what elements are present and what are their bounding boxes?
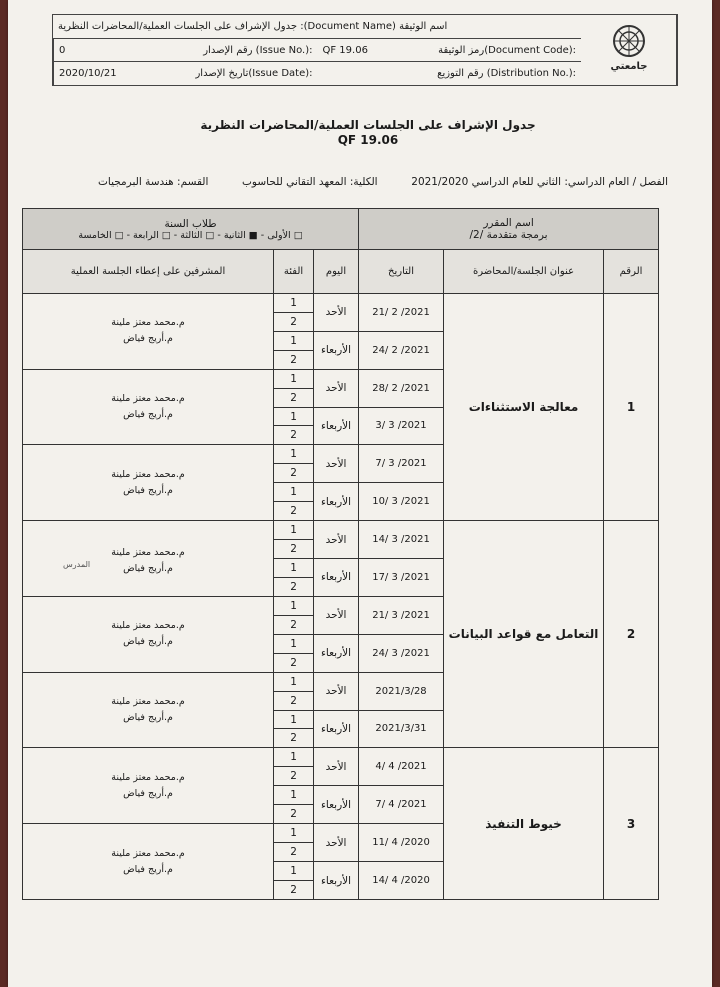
issue-no-value: 0 xyxy=(59,44,66,56)
supervisors-cell xyxy=(23,596,274,672)
session-category: 1 xyxy=(274,748,314,767)
session-category: 1 xyxy=(274,862,314,881)
course-cell xyxy=(359,209,659,250)
issue-no-cell xyxy=(53,39,318,62)
supervisor-name: م.محمد معتز ملينة xyxy=(111,393,185,405)
session-day: الأربعاء xyxy=(314,786,359,824)
supervisor-name: م.محمد معتز ملينة xyxy=(111,847,185,859)
supervisor-name: م.أريج فياض xyxy=(123,333,173,345)
course-row xyxy=(23,209,659,250)
university-logo xyxy=(581,15,677,85)
row-number: 2 xyxy=(604,521,659,748)
session-category: 1 xyxy=(274,596,314,615)
supervisors-cell xyxy=(23,521,274,597)
header-row-name xyxy=(53,15,581,39)
session-category: 1 xyxy=(274,521,314,540)
session-category: 2 xyxy=(274,540,314,559)
supervision-table xyxy=(22,208,659,900)
page-title: جدول الإشراف على الجلسات العملية/المحاضرات النظرية xyxy=(200,118,536,132)
document-code-label: رمز الوثيقة(Document Code): xyxy=(438,44,576,56)
session-category: 2 xyxy=(274,805,314,824)
supervisors-cell xyxy=(23,672,274,748)
session-day: الأربعاء xyxy=(314,559,359,597)
supervisor-name: م.محمد معتز ملينة xyxy=(111,546,185,558)
session-date: 21/ 2 /2021 xyxy=(359,293,444,331)
session-subrow xyxy=(23,748,659,767)
session-category: 2 xyxy=(274,653,314,672)
session-day: الأحد xyxy=(314,445,359,483)
header-cells xyxy=(53,15,581,85)
supervisor-name: م.محمد معتز ملينة xyxy=(111,696,185,708)
logo-text: جامعتي xyxy=(610,61,647,72)
session-category: 2 xyxy=(274,767,314,786)
supervisors-cell xyxy=(23,748,274,824)
session-category: 2 xyxy=(274,880,314,899)
session-category: 1 xyxy=(274,331,314,350)
distribution-label: رقم التوزيع (Distribution No.): xyxy=(437,68,576,80)
col-date: التاريخ xyxy=(359,250,444,294)
session-day: الأحد xyxy=(314,369,359,407)
supervisors-cell xyxy=(23,445,274,521)
session-category: 2 xyxy=(274,577,314,596)
session-category: 2 xyxy=(274,350,314,369)
session-category: 1 xyxy=(274,634,314,653)
supervisors-cell xyxy=(23,824,274,900)
session-category: 1 xyxy=(274,786,314,805)
session-topic: معالجة الاستثناءات xyxy=(444,293,604,520)
supervisors-cell xyxy=(23,369,274,445)
session-date: 4/ 4 /2021 xyxy=(359,748,444,786)
page-subtitle: QF 19.06 xyxy=(337,133,399,147)
course-label: اسم المقرر xyxy=(483,217,534,230)
supervisor-name: م.أريج فياض xyxy=(123,562,173,574)
students-year-cell xyxy=(23,209,359,250)
session-category: 1 xyxy=(274,369,314,388)
session-date: 21/ 3 /2021 xyxy=(359,596,444,634)
document-name-cell xyxy=(53,15,581,38)
session-date: 14/ 3 /2021 xyxy=(359,521,444,559)
session-day: الأربعاء xyxy=(314,862,359,900)
session-date: 10/ 3 /2021 xyxy=(359,483,444,521)
session-category: 2 xyxy=(274,388,314,407)
session-day: الأربعاء xyxy=(314,331,359,369)
session-day: الأحد xyxy=(314,672,359,710)
session-category: 1 xyxy=(274,445,314,464)
col-supervisors: المشرفين على إعطاء الجلسة العملية xyxy=(23,250,274,294)
session-day: الأربعاء xyxy=(314,710,359,748)
supervisor-name: م.محمد معتز ملينة xyxy=(111,620,185,632)
year-checkboxes: □ الأولى - ■ الثانية - □ الثالثة - □ الرابعة - □ الخامسة xyxy=(78,229,303,241)
issue-no-label: رقم الإصدار (Issue No.): xyxy=(203,44,313,56)
course-name: برمجة متقدمة /2/ xyxy=(469,229,548,242)
header-row-date xyxy=(53,62,581,85)
session-category: 2 xyxy=(274,615,314,634)
row-number: 3 xyxy=(604,748,659,900)
students-label: طلاب السنة xyxy=(164,217,217,230)
col-topic: عنوان الجلسة/المحاضرة xyxy=(444,250,604,294)
row-number: 1 xyxy=(604,293,659,520)
session-category: 2 xyxy=(274,464,314,483)
session-day: الأربعاء xyxy=(314,634,359,672)
handwritten-annotation: المدرس xyxy=(63,559,91,569)
supervisor-name: م.أريج فياض xyxy=(123,787,173,799)
session-date: 17/ 3 /2021 xyxy=(359,559,444,597)
document-header xyxy=(52,14,678,86)
session-category: 1 xyxy=(274,483,314,502)
session-day: الأربعاء xyxy=(314,407,359,445)
document-name-label: اسم الوثيقة (Document Name): xyxy=(300,20,448,32)
session-category: 2 xyxy=(274,426,314,445)
issue-date-label: تاريخ الإصدار(Issue Date): xyxy=(195,68,313,80)
session-category: 1 xyxy=(274,710,314,729)
session-day: الأحد xyxy=(314,824,359,862)
col-category: الفئة xyxy=(274,250,314,294)
session-day: الأربعاء xyxy=(314,483,359,521)
faculty-info: الكلية: المعهد التقاني للحاسوب xyxy=(242,176,378,188)
session-day: الأحد xyxy=(314,293,359,331)
session-category: 1 xyxy=(274,824,314,843)
session-date: 2021/3/31 xyxy=(359,710,444,748)
supervisor-name: م.أريج فياض xyxy=(123,409,173,421)
session-date: 7/ 3 /2021 xyxy=(359,445,444,483)
session-category: 2 xyxy=(274,312,314,331)
issue-date-cell xyxy=(53,62,318,85)
semester-info: الفصل / العام الدراسي: الثاني للعام الدراسي 2021/2020 xyxy=(411,176,668,188)
document-code-cell xyxy=(318,39,582,62)
university-logo-icon xyxy=(604,21,654,79)
session-date: 24/ 3 /2021 xyxy=(359,634,444,672)
department-info: القسم: هندسة البرمجيات xyxy=(98,176,209,188)
distribution-cell xyxy=(318,62,582,85)
supervisor-name: م.محمد معتز ملينة xyxy=(111,468,185,480)
document-name-value: جدول الإشراف على الجلسات العملية/المحاضرات النظرية xyxy=(58,20,298,32)
supervisor-name: م.أريج فياض xyxy=(123,636,173,648)
session-topic: خيوط التنفيذ xyxy=(444,748,604,900)
session-day: الأحد xyxy=(314,521,359,559)
session-category: 1 xyxy=(274,407,314,426)
session-date: 14/ 4 /2020 xyxy=(359,862,444,900)
session-category: 2 xyxy=(274,691,314,710)
supervisor-name: م.محمد معتز ملينة xyxy=(111,317,185,329)
session-category: 2 xyxy=(274,843,314,862)
issue-date-value: 2020/10/21 xyxy=(59,68,117,80)
session-category: 1 xyxy=(274,559,314,578)
document-code-value: QF 19.06 xyxy=(322,44,368,56)
column-header-row xyxy=(23,250,659,294)
session-day: الأحد xyxy=(314,748,359,786)
session-date: 3/ 3 /2021 xyxy=(359,407,444,445)
session-date: 11/ 4 /2020 xyxy=(359,824,444,862)
session-date: 28/ 2 /2021 xyxy=(359,369,444,407)
session-date: 7/ 4 /2021 xyxy=(359,786,444,824)
supervisor-name: م.أريج فياض xyxy=(123,712,173,724)
session-category: 1 xyxy=(274,293,314,312)
col-no: الرقم xyxy=(604,250,659,294)
session-date: 2021/3/28 xyxy=(359,672,444,710)
supervisors-cell xyxy=(23,293,274,369)
course-info-line xyxy=(98,176,668,188)
header-row-code xyxy=(53,39,581,63)
supervisor-name: م.محمد معتز ملينة xyxy=(111,771,185,783)
session-category: 2 xyxy=(274,729,314,748)
session-subrow xyxy=(23,293,659,312)
supervisor-name: م.أريج فياض xyxy=(123,863,173,875)
col-day: اليوم xyxy=(314,250,359,294)
session-category: 1 xyxy=(274,672,314,691)
session-day: الأحد xyxy=(314,596,359,634)
supervisor-name: م.أريج فياض xyxy=(123,484,173,496)
session-topic: التعامل مع قواعد البيانات xyxy=(444,521,604,748)
session-date: 24/ 2 /2021 xyxy=(359,331,444,369)
session-subrow xyxy=(23,521,659,540)
session-category: 2 xyxy=(274,502,314,521)
